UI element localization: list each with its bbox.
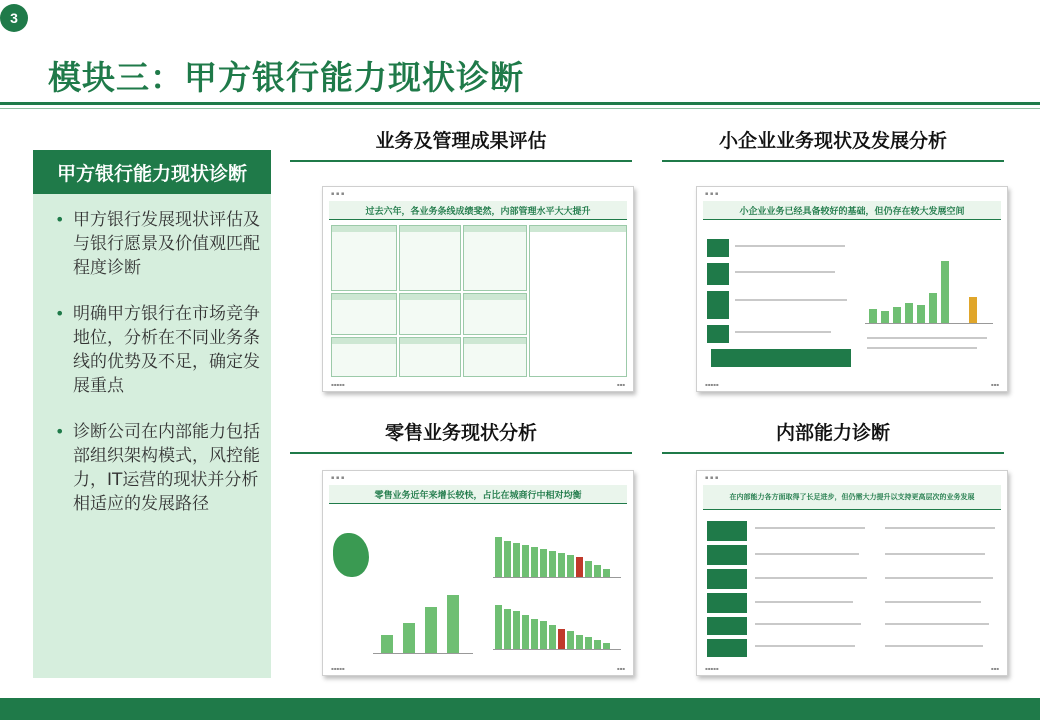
thumbnail-map (333, 533, 369, 577)
thumbnail-box (331, 337, 397, 377)
thumbnail-text-line (735, 331, 831, 333)
page-title: 模块三：甲方银行能力现状诊断 (48, 58, 524, 97)
thumbnail-footer: ▪▪▪▪▪ ▪▪▪ (331, 666, 625, 671)
section-retail (290, 418, 632, 454)
thumbnail-retail[interactable] (322, 470, 634, 676)
bullet-item: • 甲方银行发展现状评估及与银行愿景及价值观匹配程度诊断 (55, 208, 261, 280)
thumbnail-box (463, 293, 527, 335)
thumbnail-box (399, 293, 461, 335)
bullet-item: • 明确甲方银行在市场竞争地位，分析在不同业务条线的优势及不足，确定发展重点 (55, 302, 261, 398)
thumbnail-chip (707, 617, 747, 635)
section-title: 小企业业务现状及发展分析 (718, 130, 947, 152)
thumbnail-text-line (735, 299, 847, 301)
section-rule (662, 160, 1004, 162)
thumbnail-header-text: ▪ ▪ ▪ (705, 191, 719, 197)
thumbnail-box (463, 225, 527, 291)
left-panel-header: 甲方银行能力现状诊断 (33, 150, 271, 194)
thumbnail-bar-chart (373, 583, 473, 654)
thumbnail-box (399, 225, 461, 291)
thumbnail-business-management[interactable] (322, 186, 634, 392)
thumbnail-internal-capability[interactable] (696, 470, 1008, 676)
section-small-business (662, 126, 1004, 162)
thumbnail-header-text: ▪ ▪ ▪ (331, 475, 345, 481)
thumbnail-text-line (867, 337, 987, 339)
section-title: 零售业务现状分析 (384, 422, 537, 444)
thumbnail-header-text: ▪ ▪ ▪ (705, 475, 719, 481)
thumbnail-bar-chart (493, 527, 621, 578)
thumbnail-small-business[interactable] (696, 186, 1008, 392)
section-rule (290, 160, 632, 162)
thumbnail-chip (707, 521, 747, 541)
thumbnail-chip (707, 291, 729, 319)
thumbnail-text-line (867, 347, 977, 349)
bullet-item: • 诊断公司在内部能力包括部组织架构模式，风控能力，IT运营的现状并分析相适应的发展路径 (55, 420, 261, 516)
section-rule (290, 452, 632, 454)
thumbnail-headline: 零售业务近年来增长较快，占比在城商行中相对均衡 (329, 485, 627, 504)
thumbnail-headline: 小企业业务已经具备较好的基础，但仍存在较大发展空间 (703, 201, 1001, 220)
thumbnail-footer: ▪▪▪▪▪ ▪▪▪ (331, 382, 625, 387)
thumbnail-box (463, 337, 527, 377)
thumbnail-footer: ▪▪▪▪▪ ▪▪▪ (705, 666, 999, 671)
thumbnail-callout (711, 349, 851, 367)
thumbnail-box (331, 225, 397, 291)
thumbnail-footer: ▪▪▪▪▪ ▪▪▪ (705, 382, 999, 387)
section-internal-capability (662, 418, 1004, 454)
thumbnail-chip (707, 593, 747, 613)
thumbnail-bar-chart (493, 599, 621, 650)
thumbnail-header-text: ▪ ▪ ▪ (331, 191, 345, 197)
page-number-badge: 3 (0, 4, 28, 32)
thumbnail-text-line (735, 245, 845, 247)
thumbnail-text-line (735, 271, 835, 273)
section-rule (662, 452, 1004, 454)
section-title: 业务及管理成果评估 (375, 130, 547, 152)
title-divider-thin (0, 108, 1040, 109)
section-title: 内部能力诊断 (775, 422, 890, 444)
thumbnail-box (331, 293, 397, 335)
thumbnail-chip (707, 639, 747, 657)
thumbnail-chip (707, 263, 729, 285)
left-summary-panel (33, 150, 271, 678)
thumbnail-box (529, 225, 627, 377)
section-business-management (290, 126, 632, 162)
thumbnail-chip (707, 325, 729, 343)
bullet-list (33, 194, 271, 516)
thumbnail-headline: 过去六年，各业务条线成绩斐然，内部管理水平大大提升 (329, 201, 627, 220)
thumbnail-bar-chart (865, 243, 993, 324)
thumbnail-headline: 在内部能力各方面取得了长足进步，但仍需大力提升以支持更高层次的业务发展 (703, 485, 1001, 510)
thumbnail-chip (707, 545, 747, 565)
title-divider (0, 102, 1040, 105)
thumbnail-chip (707, 569, 747, 589)
thumbnail-box (399, 337, 461, 377)
thumbnail-chip (707, 239, 729, 257)
footer-band (0, 698, 1040, 720)
